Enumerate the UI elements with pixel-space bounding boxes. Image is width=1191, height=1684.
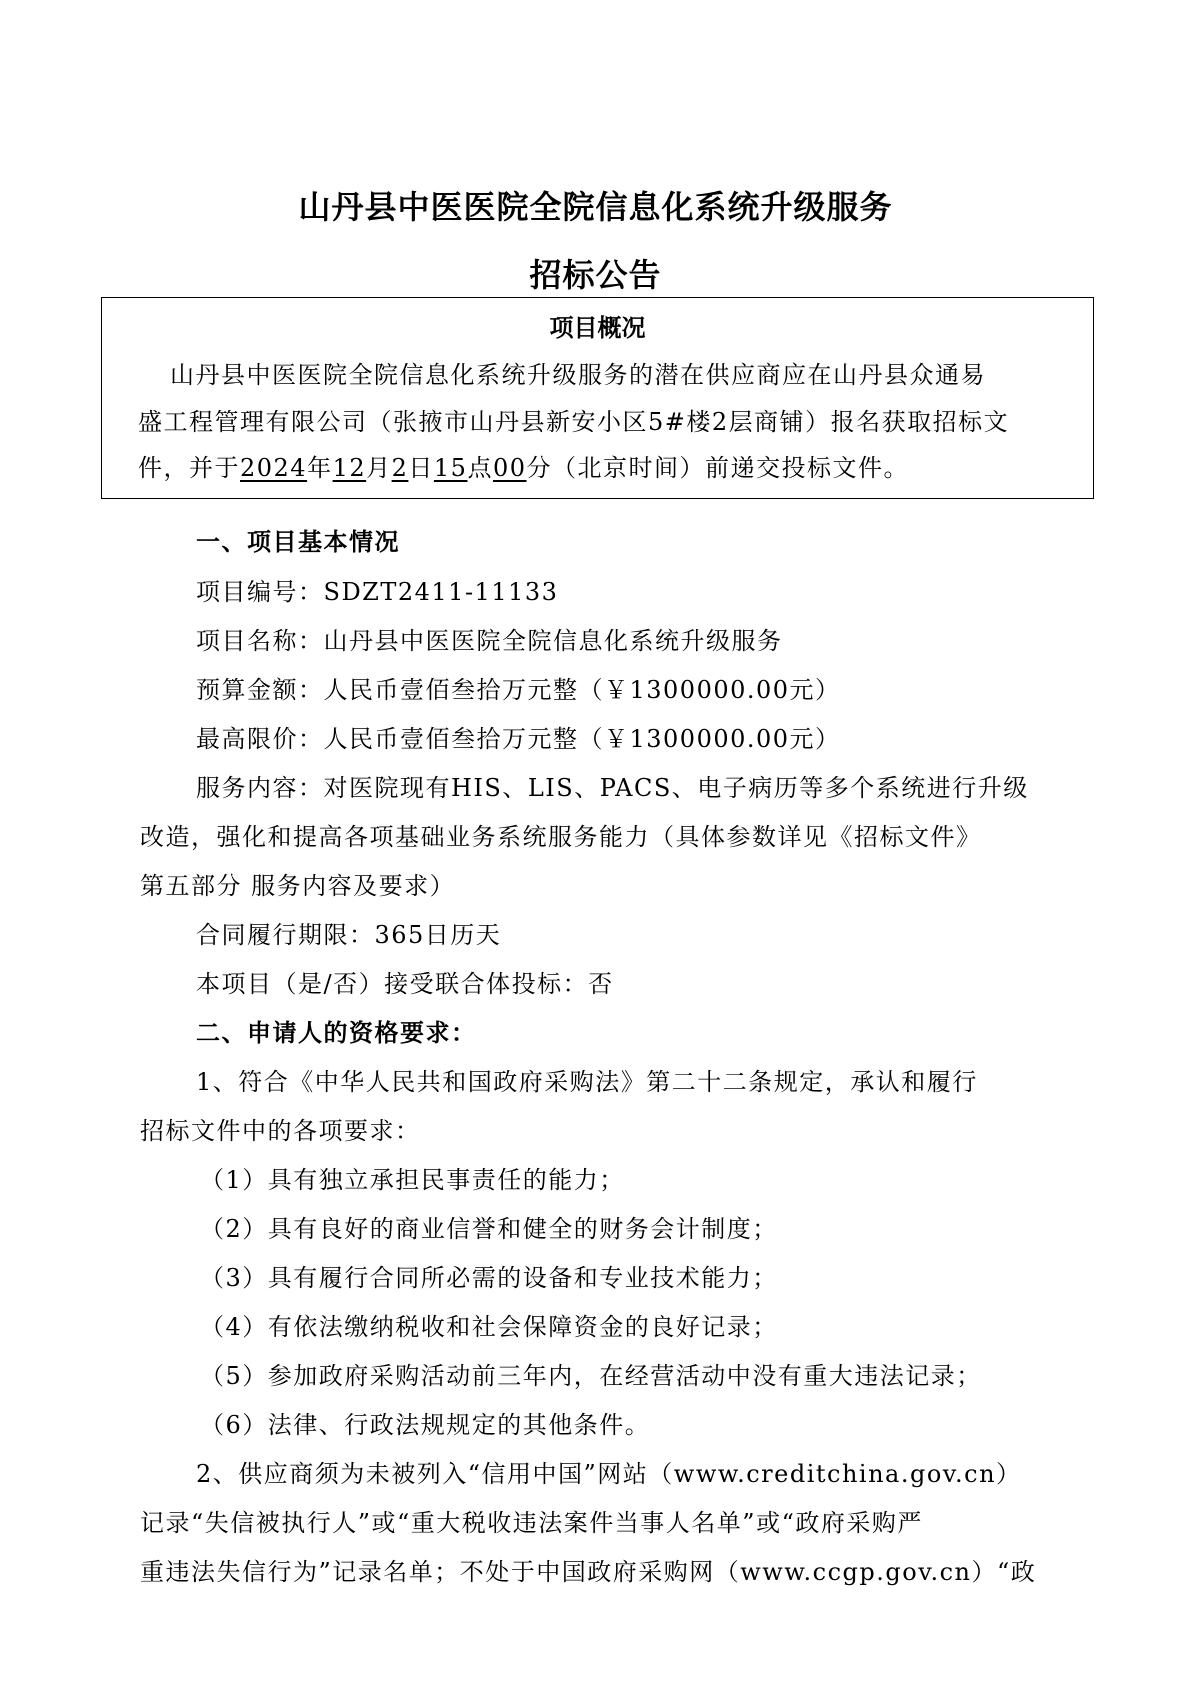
- service-content-line-1: 服务内容：对医院现有HIS、LIS、PACS、电子病历等多个系统进行升级: [196, 774, 1029, 802]
- requirement-item: （5）参加政府采购活动前三年内，在经营活动中没有重大违法记录；: [200, 1362, 982, 1390]
- deadline-day: 2: [391, 454, 409, 482]
- deadline-month: 12: [332, 454, 367, 482]
- requirement-1-line-2: 招标文件中的各项要求：: [140, 1117, 421, 1145]
- requirement-item: （6）法律、行政法规规定的其他条件。: [200, 1411, 651, 1439]
- project-number: 项目编号：SDZT2411-11133: [196, 578, 559, 606]
- section2-heading: 二、申请人的资格要求：: [196, 1019, 477, 1047]
- day-unit: 日: [408, 454, 434, 482]
- max-price: 最高限价：人民币壹佰叁拾万元整（￥1300000.00元）: [196, 725, 841, 753]
- project-overview-box: [101, 297, 1094, 499]
- deadline-minute: 00: [492, 454, 527, 482]
- overview-text: 件，并于: [138, 454, 240, 482]
- requirement-2-line-3: 重违法失信行为”记录名单；不处于中国政府采购网（www.ccgp.gov.cn）“政: [140, 1558, 1037, 1586]
- consortium-bidding: 本项目（是/否）接受联合体投标：否: [196, 970, 614, 998]
- year-unit: 年: [307, 454, 333, 482]
- requirement-item: （2）具有良好的商业信誉和健全的财务会计制度；: [200, 1215, 778, 1243]
- project-name: 项目名称：山丹县中医医院全院信息化系统升级服务: [196, 627, 783, 655]
- requirement-2-line-2: 记录“失信被执行人”或“重大税收违法案件当事人名单”或“政府采购严: [140, 1509, 923, 1537]
- requirement-2-line-1: 2、供应商须为未被列入“信用中国”网站（www.creditchina.gov.cn）: [196, 1460, 1022, 1488]
- requirement-item: （1）具有独立承担民事责任的能力；: [200, 1166, 625, 1194]
- overview-line-2: 盛工程管理有限公司（张掖市山丹县新安小区5#楼2层商铺）报名获取招标文: [138, 408, 1010, 436]
- deadline-year: 2024: [240, 454, 308, 482]
- overview-line-1: 山丹县中医医院全院信息化系统升级服务的潜在供应商应在山丹县众通易: [170, 361, 986, 389]
- document-subtitle: 招标公告: [529, 256, 662, 294]
- contract-period: 合同履行期限：365日历天: [196, 921, 502, 949]
- requirement-1-line-1: 1、符合《中华人民共和国政府采购法》第二十二条规定，承认和履行: [196, 1068, 978, 1096]
- overview-line-3: [138, 448, 1098, 483]
- deadline-hour: 15: [433, 454, 468, 482]
- month-unit: 月: [366, 454, 392, 482]
- overview-heading: 项目概况: [549, 314, 646, 342]
- budget-amount: 预算金额：人民币壹佰叁拾万元整（￥1300000.00元）: [196, 676, 841, 704]
- requirement-item: （3）具有履行合同所必需的设备和专业技术能力；: [200, 1264, 778, 1292]
- requirement-item: （4）有依法缴纳税收和社会保障资金的良好记录；: [200, 1313, 778, 1341]
- service-content-line-2: 改造，强化和提高各项基础业务系统服务能力（具体参数详见《招标文件》: [140, 823, 982, 851]
- hour-unit: 点: [467, 454, 493, 482]
- section1-heading: 一、项目基本情况: [196, 528, 400, 556]
- service-content-line-3: 第五部分 服务内容及要求）: [140, 872, 456, 900]
- overview-text-end: 分（北京时间）前递交投标文件。: [526, 454, 909, 482]
- document-title: 山丹县中医医院全院信息化系统升级服务: [298, 188, 893, 226]
